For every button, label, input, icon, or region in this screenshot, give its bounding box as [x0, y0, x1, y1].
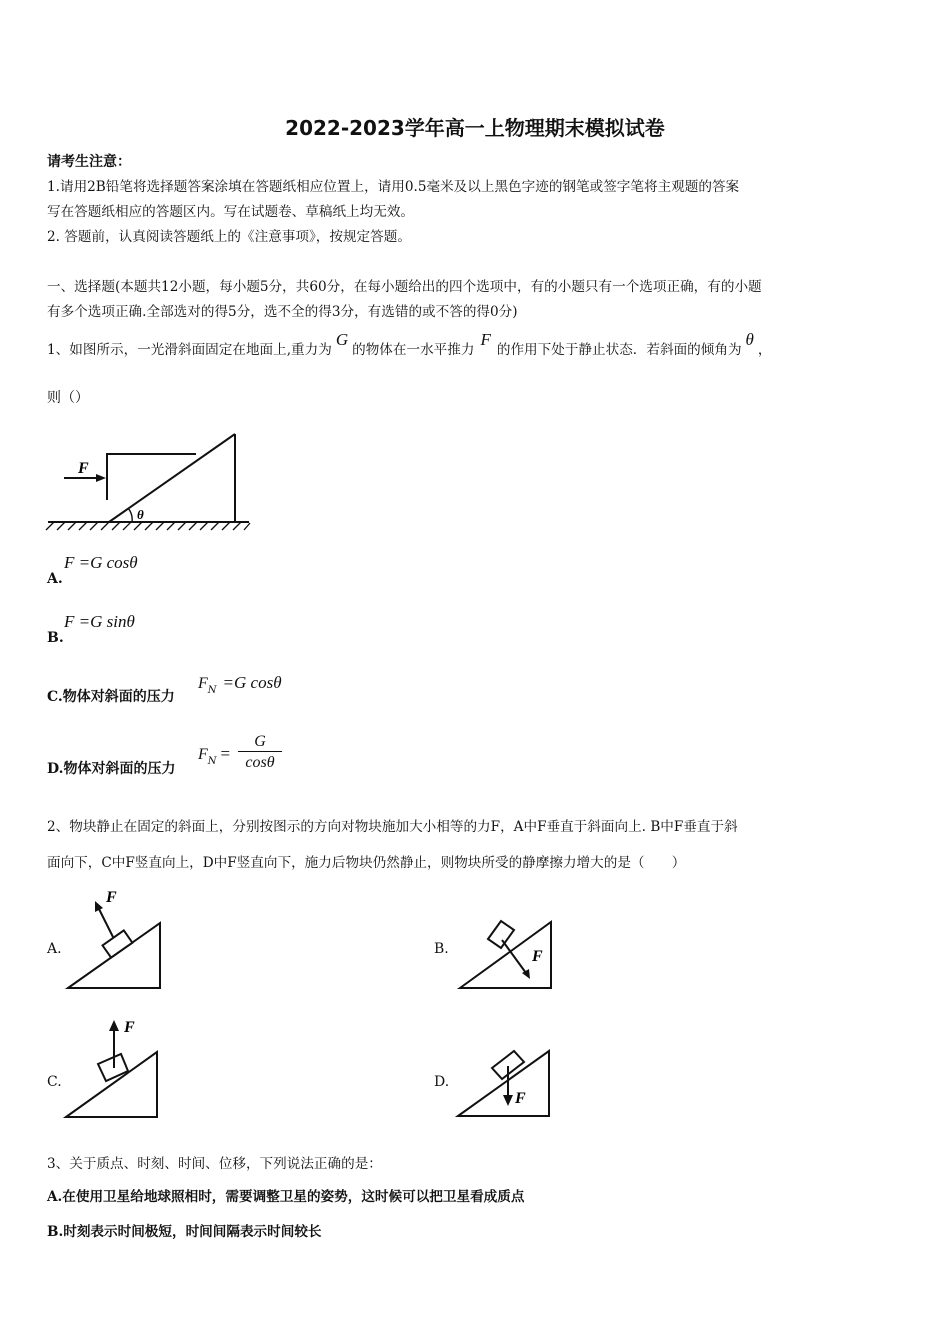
q2-option-a-label: A.: [47, 941, 62, 957]
q2-stem-line-1: 2、物块静止在固定的斜面上，分别按图示的方向对物块施加大小相等的力F，A中F垂直于斜面向上. B中F垂直于斜: [47, 819, 738, 835]
q2-c-force-label: F: [124, 1019, 135, 1036]
q2-d-force-label: F: [515, 1090, 526, 1107]
q1-option-d-fraction: G cosθ: [238, 732, 282, 774]
q3-stem: 3、关于质点、时刻、时间、位移，下列说法正确的是：: [47, 1156, 382, 1172]
q2-figure-b: [456, 916, 556, 992]
q2-b-force-label: F: [532, 948, 543, 965]
notice-line-2: 2. 答题前，认真阅读答题纸上的《注意事项》，按规定答题。: [47, 229, 411, 245]
notice-line-1b: 写在答题纸相应的答题区内。写在试题卷、草稿纸上均无效。: [47, 204, 415, 220]
q2-a-force-label: F: [106, 889, 117, 906]
q2-option-d-label: D.: [434, 1074, 450, 1090]
symbol-G: G: [335, 330, 349, 349]
q2-figure-c: [64, 1018, 164, 1120]
q1-option-d-formula: $F_N$ =: [198, 744, 231, 767]
q1-option-b-formula: F =G sinθ: [64, 612, 135, 631]
q2-figure-a: [66, 886, 166, 992]
q3-option-a: A.在使用卫星给地球照相时，需要调整卫星的姿势，这时候可以把卫星看成质点: [47, 1189, 525, 1205]
q3-option-b: B.时刻表示时间极短，时间间隔表示时间较长: [47, 1224, 322, 1240]
q1-option-c-label: C.物体对斜面的压力: [47, 689, 175, 705]
q1-stem-line-2: 则（）: [47, 390, 89, 406]
notice-line-1a: 1.请用2B铅笔将选择题答案涂填在答题纸相应位置上，请用0.5毫米及以上黑色字迹的钢笔或签字笔将主观题的答案: [47, 179, 740, 195]
ground-hatching: [46, 522, 250, 530]
q2-stem-line-2: 面向下，C中F竖直向上，D中F竖直向下，施力后物块仍然静止，则物块所受的静摩擦力增大的是（ ）: [47, 855, 686, 871]
page-title: 2022-2023学年高一上物理期末模拟试卷: [285, 116, 665, 140]
q1-option-d-label: D.物体对斜面的压力: [47, 761, 176, 777]
q1-option-b-label: B.: [47, 630, 64, 646]
section-line-2: 有多个选项正确.全部选对的得5分，选不全的得3分，有选错的或不答的得0分): [47, 304, 518, 320]
q1-option-a-label: A.: [47, 571, 63, 587]
notice-heading: 请考生注意：: [47, 154, 131, 170]
section-line-1: 一、选择题(本题共12小题，每小题5分，共60分，在每小题给出的四个选项中，有的小题只有一个选项正确，有的小题: [47, 279, 762, 295]
q1-incline-figure: [44, 428, 254, 532]
q1-stem: 1、如图所示，一光滑斜面固定在地面上,重力为G的物体在一水平推力F的作用下处于静止状态．若斜面的倾角为θ，: [47, 330, 772, 358]
q1-option-a-formula: F =G cosθ: [64, 553, 138, 572]
q2-figure-d: [456, 1048, 556, 1120]
figure-label-theta: θ: [137, 507, 144, 522]
q1-option-c-formula: $F_N =G$ cosθ: [198, 673, 282, 696]
symbol-F: F: [480, 330, 491, 349]
q2-option-c-label: C.: [47, 1074, 62, 1090]
figure-label-F: F: [78, 460, 89, 477]
q2-option-b-label: B.: [434, 941, 449, 957]
symbol-theta: θ: [745, 330, 754, 349]
